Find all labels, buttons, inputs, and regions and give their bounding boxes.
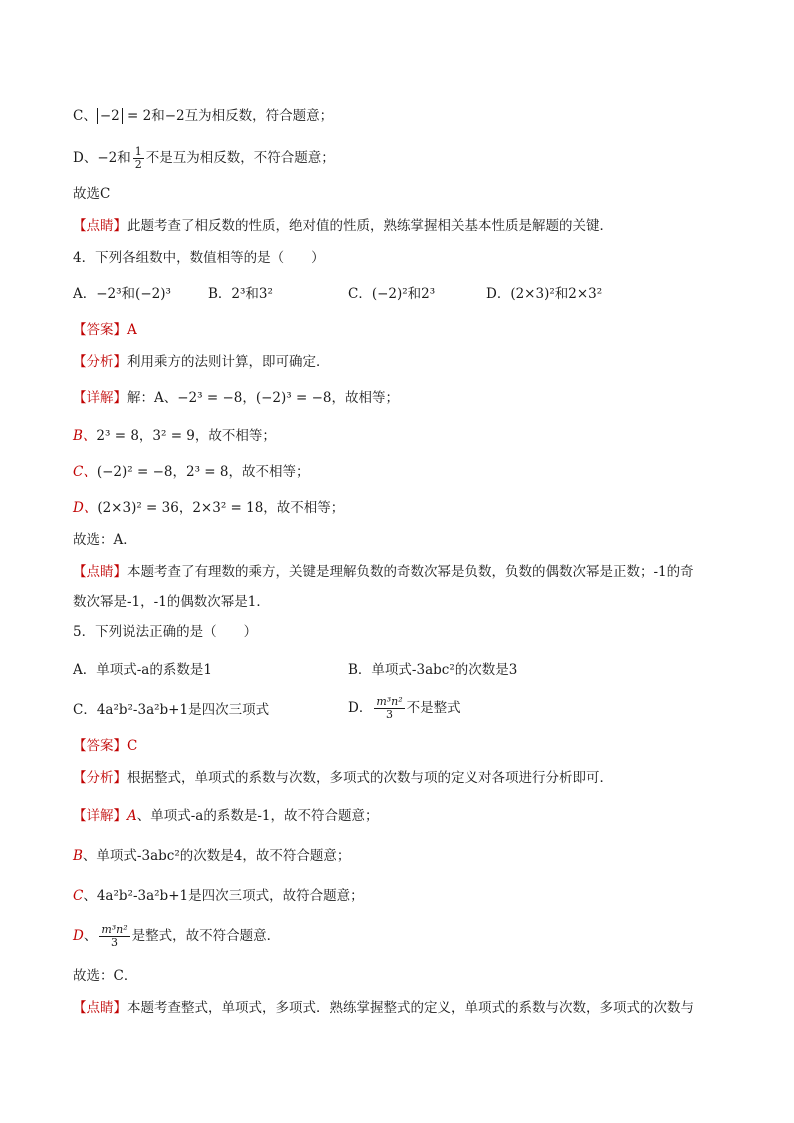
fraction: $\frac{\text{m³n²}}{3}$	[376, 695, 403, 721]
q5-option-c: C．4a²b²-3a²b+1是四次三项式	[73, 702, 270, 718]
q4-point-2: 数次幂是-1，-1的偶数次幂是1．	[73, 594, 270, 610]
q5-answer: 【答案】C	[73, 738, 138, 754]
point-section: 【点睛】此题考查了相反数的性质，绝对值的性质，熟练掌握相关基本性质是解题的关键．	[73, 218, 613, 234]
q4-option-a: A．−2³和(−2)³	[73, 286, 171, 302]
option-d-explanation: D、−2和 $\frac{1}{2}$ 不是互为相反数，不符合题意；	[73, 145, 335, 171]
fraction: $\frac{1}{2}$	[134, 145, 142, 171]
q4-option-d: D．(2×3)²和2×3²	[486, 286, 603, 302]
q5-detail-c: C、4a²b²-3a²b+1是四次三项式，故符合题意；	[73, 888, 364, 904]
q5-choose: 故选：C．	[73, 968, 138, 984]
q4-answer: 【答案】A	[73, 322, 137, 338]
question-4-stem: 4．下列各组数中，数值相等的是（ ）	[73, 250, 325, 266]
point-tag: 【点睛】	[73, 218, 127, 234]
question-5-stem: 5．下列说法正确的是（ ）	[73, 624, 258, 640]
fraction: $\frac{\text{m³n²}}{3}$	[101, 923, 128, 949]
q4-detail-b: B、2³ = 8，3² = 9，故不相等；	[73, 428, 276, 444]
q5-detail-b: B、单项式-3abc²的次数是4，故不符合题意；	[73, 848, 351, 864]
absolute-value: −2	[97, 108, 123, 124]
q4-analysis: 【分析】利用乘方的法则计算，即可确定．	[73, 354, 330, 370]
q4-choose: 故选：A．	[73, 532, 137, 548]
q4-detail-a: 【详解】解：A、−2³ = −8，(−2)³ = −8，故相等；	[73, 390, 399, 406]
q5-option-b: B．单项式-3abc²的次数是3	[348, 662, 518, 678]
q5-detail-d: D、 $\frac{\text{m³n²}}{3}$ 是整式，故不符合题意．	[73, 923, 281, 949]
choose-line: 故选C	[73, 186, 111, 202]
q4-point-1: 【点睛】本题考查了有理数的乘方，关键是理解负数的奇数次幂是负数，负数的偶数次幂是正数；-1的奇	[73, 564, 694, 580]
q5-point: 【点睛】本题考查整式，单项式，多项式．熟练掌握整式的定义，单项式的系数与次数，多项式的次数与	[73, 1000, 694, 1016]
q5-option-d: D． $\frac{\text{m³n²}}{3}$ 不是整式	[348, 695, 461, 721]
option-c-explanation: C、 −2 = 2和−2互为相反数，符合题意；	[73, 108, 334, 124]
q4-detail-d: D、(2×3)² = 36，2×3² = 18，故不相等；	[73, 500, 345, 516]
q4-option-b: B．2³和3²	[208, 286, 273, 302]
q5-detail-a: 【详解】A、单项式-a的系数是-1，故不符合题意；	[73, 808, 379, 824]
q4-detail-c: C、(−2)² = −8，2³ = 8，故不相等；	[73, 464, 310, 480]
q5-analysis: 【分析】根据整式，单项式的系数与次数，多项式的次数与项的定义对各项进行分析即可．	[73, 770, 613, 786]
q5-option-a: A．单项式-a的系数是1	[73, 662, 212, 678]
q4-option-c: C．(−2)²和2³	[348, 286, 436, 302]
